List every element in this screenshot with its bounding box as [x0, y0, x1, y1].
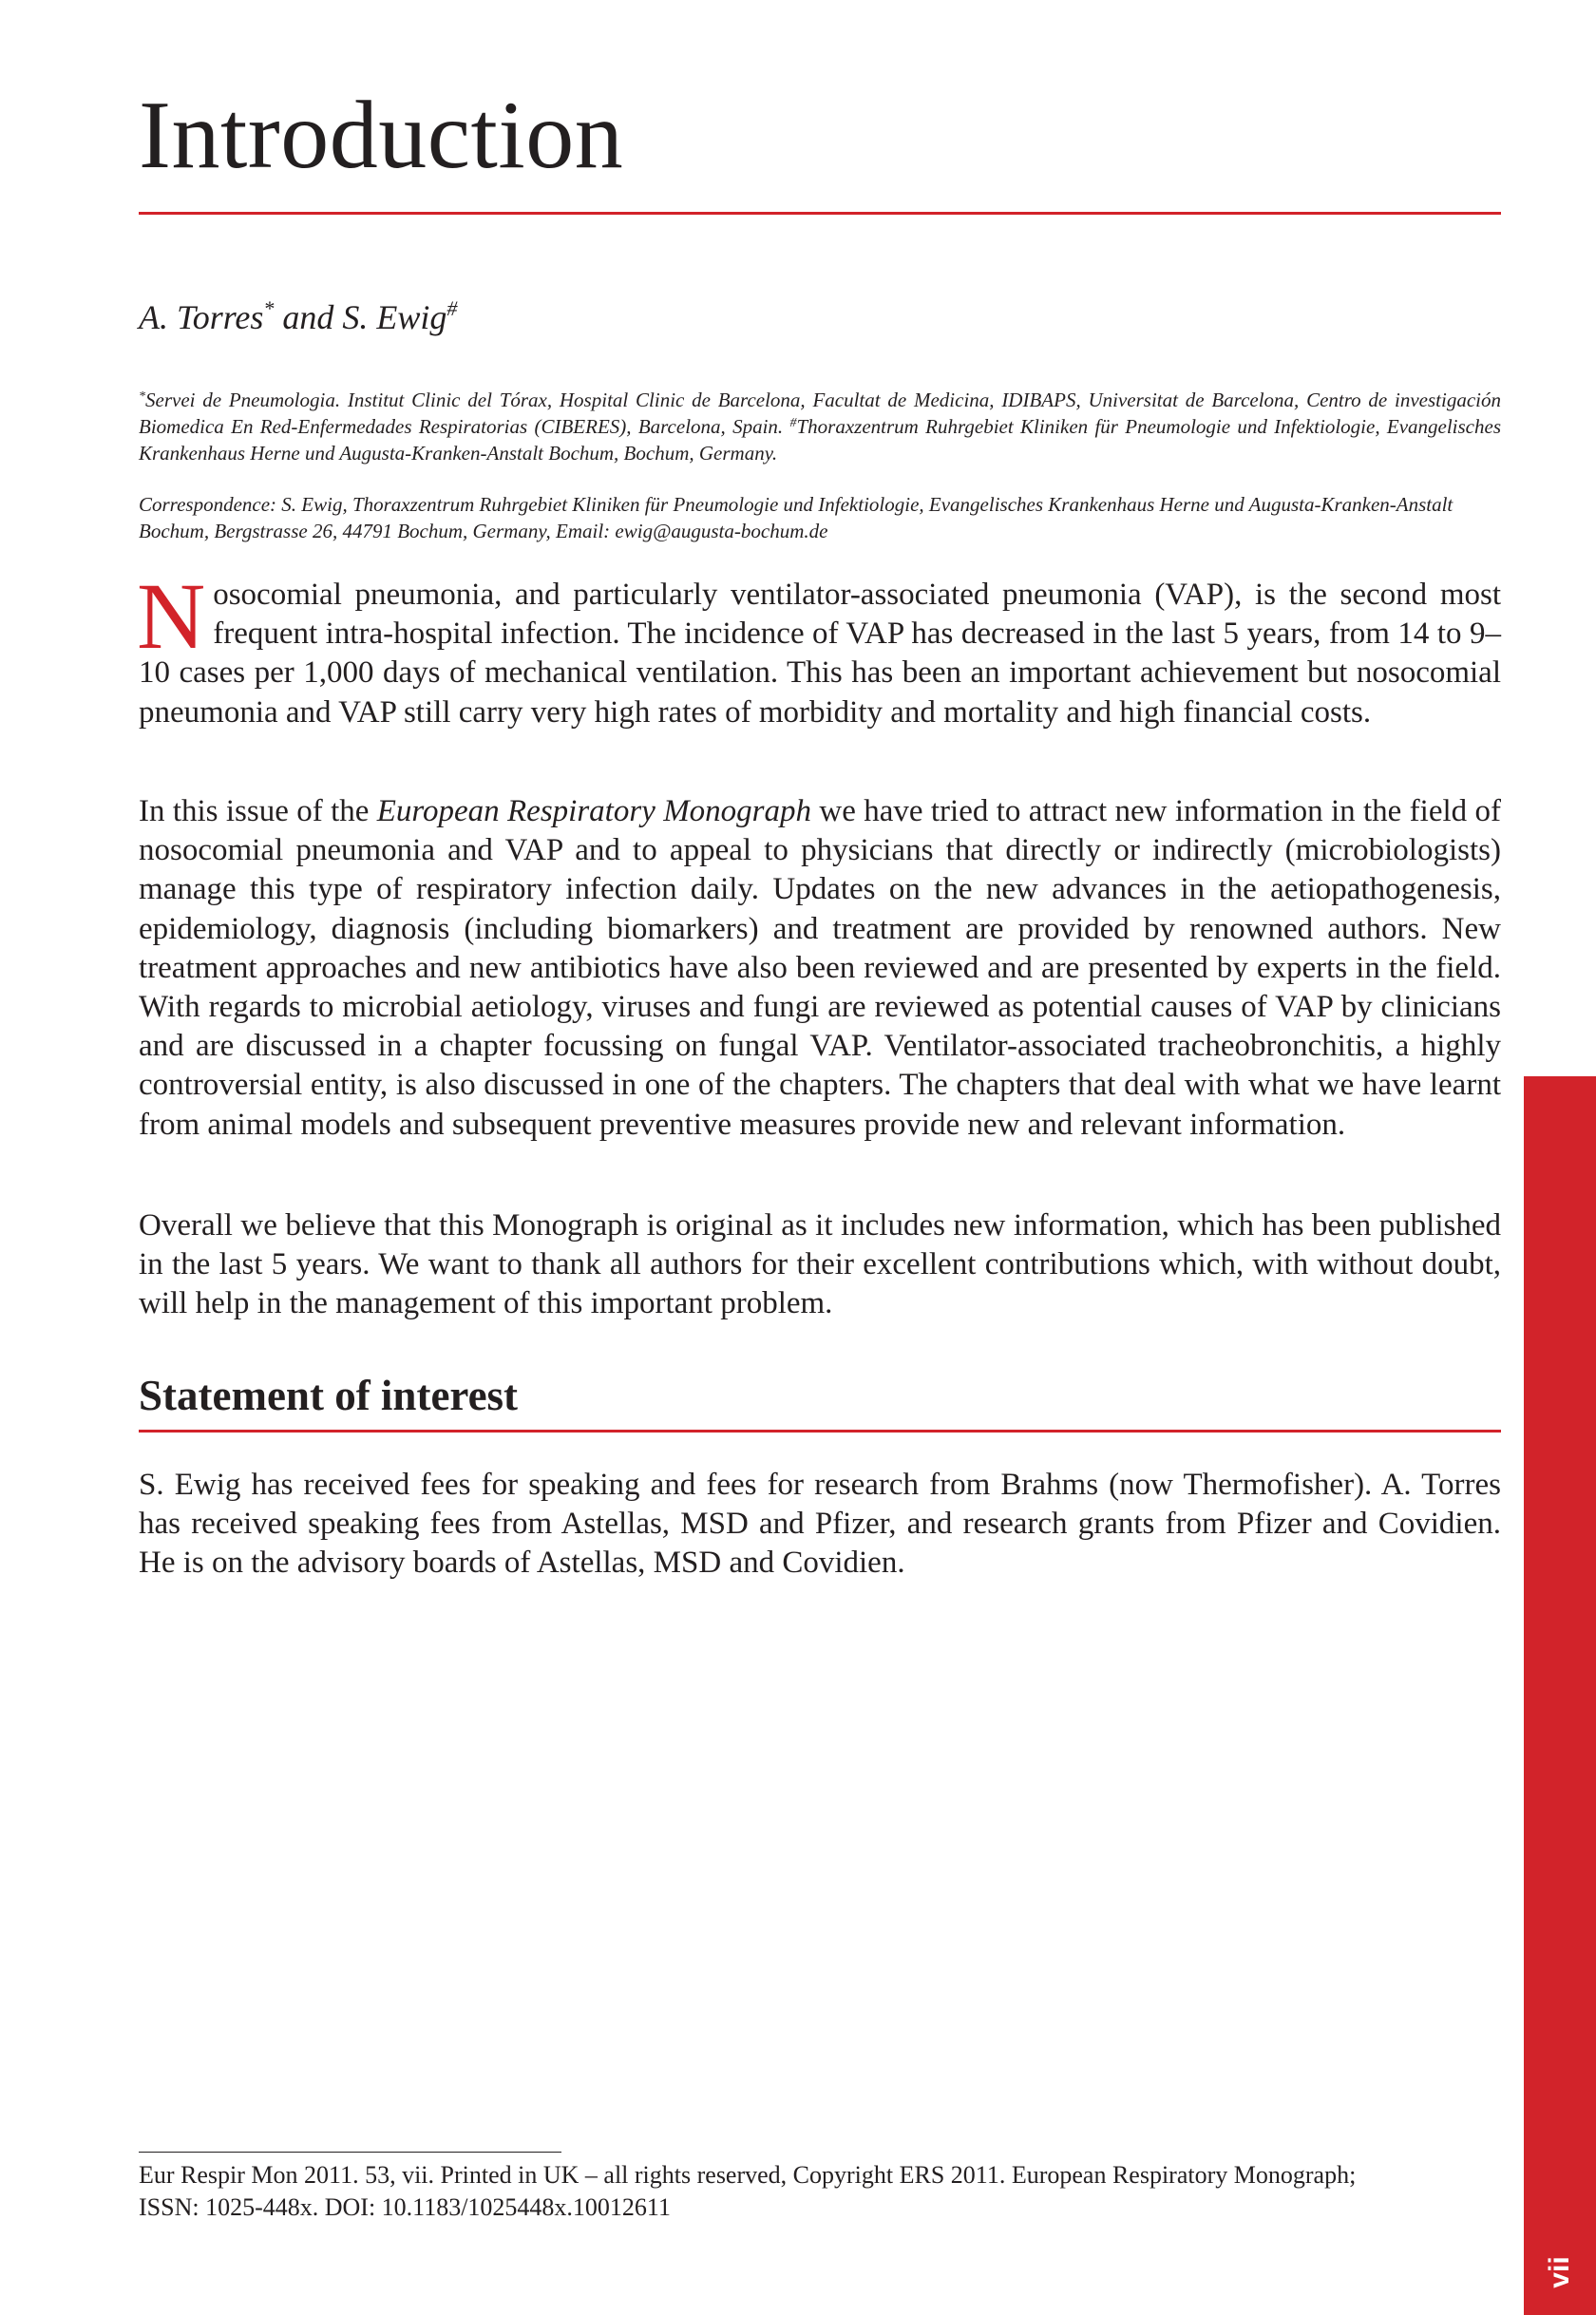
- affiliation-mark-1: *: [139, 389, 145, 404]
- affiliations: [139, 387, 1501, 466]
- paragraph-1: [137, 563, 1501, 732]
- author-ewig-mark: #: [446, 296, 458, 320]
- author-line: [139, 297, 457, 338]
- monograph-title: European Respiratory Monograph: [376, 794, 812, 828]
- statement-heading: Statement of interest: [139, 1372, 519, 1419]
- paragraph-3: Overall we believe that this Monograph is original as it includes new information, which has been published in the last 5 years. We want to thank all authors for their excellent contributions which, with without doubt, will help in the management of this important problem.: [139, 1208, 1501, 1321]
- statement-divider: [139, 1430, 1501, 1433]
- author-torres-mark: *: [263, 296, 275, 320]
- author-torres: A. Torres: [139, 298, 264, 336]
- affiliation-barcelona: Servei de Pneumologia. Institut Clinic del Tórax, Hospital Clinic de Barcelona, Facultat de Medicina, IDIBAPS, Universitat de Barcelona, Centro de investigación Biomedica En Red-Enfermedades Respiratorias (CIBERES), Barcelona, Spain.: [139, 389, 1501, 438]
- side-tab-bar: [1524, 1076, 1596, 2315]
- paragraph-1-text: osocomial pneumonia, and particularly ventilator-associated pneumonia (VAP), is the second most frequent intra-hospital infection. The incidence of VAP has decreased in the last 5 years, from 14 to 9–10 cases per 1,000 days of mechanical ventilation. This has been an important achievement but nosocomial pneumonia and VAP still carry very high rates of morbidity and mortality and high financial costs.: [139, 578, 1501, 730]
- correspondence: Correspondence: S. Ewig, Thoraxzentrum Ruhrgebiet Kliniken für Pneumologie und Infektiologie, Evangelisches Krankenhaus Herne und Augusta-Kranken-Anstalt Bochum, Bergstrasse 26, 44791 Bochum, Germany, Email: ewig@augusta-bochum.de: [139, 493, 1454, 542]
- footer-citation: [139, 2159, 1501, 2224]
- author-conjunction: and: [274, 298, 343, 336]
- affiliation-mark-2: #: [789, 416, 797, 430]
- paragraph-2-text-end: we have tried to attract new information in the field of nosocomial pneumonia and VAP and to appeal to physicians that directly or indirectly (microbiologists) manage this type of respiratory infection daily. Updates on the new advances in the aetiopathogenesis, epidemiology, diagnosis (including biomarkers) and treatment are provided by renowned authors. New treatment approaches and new antibiotics have also been reviewed and are presented by experts in the field. With regards to microbial aetiology, viruses and fungi are reviewed as potential causes of VAP by clinicians and are discussed in a chapter focussing on fungal VAP. Ventilator-associated tracheobronchitis, a highly controversial entity, is also discussed in one of the chapters. The chapters that deal with what we have learnt from animal models and subsequent preventive measures provide new and relevant information.: [139, 794, 1501, 1142]
- page-title: Introduction: [139, 82, 624, 189]
- page-number: vii: [1544, 2256, 1575, 2288]
- paragraph-2-text-start: In this issue of the: [139, 794, 377, 828]
- footer-line-2: ISSN: 1025-448x. DOI: 10.1183/1025448x.10012611: [139, 2193, 671, 2221]
- statement-text: S. Ewig has received fees for speaking and fees for research from Brahms (now Thermofisher). A. Torres has received speaking fees from Astellas, MSD and Pfizer, and research grants from Pfizer and Covidien. He is on the advisory boards of Astellas, MSD and Covidien.: [139, 1468, 1501, 1581]
- title-divider: [139, 212, 1501, 215]
- footer-line-1: Eur Respir Mon 2011. 53, vii. Printed in UK – all rights reserved, Copyright ERS 2011. European Respiratory Monograph;: [139, 2161, 1357, 2189]
- footnote-divider: [139, 2152, 561, 2153]
- drop-cap: N: [137, 563, 206, 669]
- affiliation-bochum: Thoraxzentrum Ruhrgebiet Kliniken für Pneumologie und Infektiologie, Evangelisches Krankenhaus Herne und Augusta-Kranken-Anstalt Bochum, Bochum, Germany.: [139, 415, 1501, 465]
- author-ewig: S. Ewig: [342, 298, 447, 336]
- paragraph-2: [139, 792, 1501, 1145]
